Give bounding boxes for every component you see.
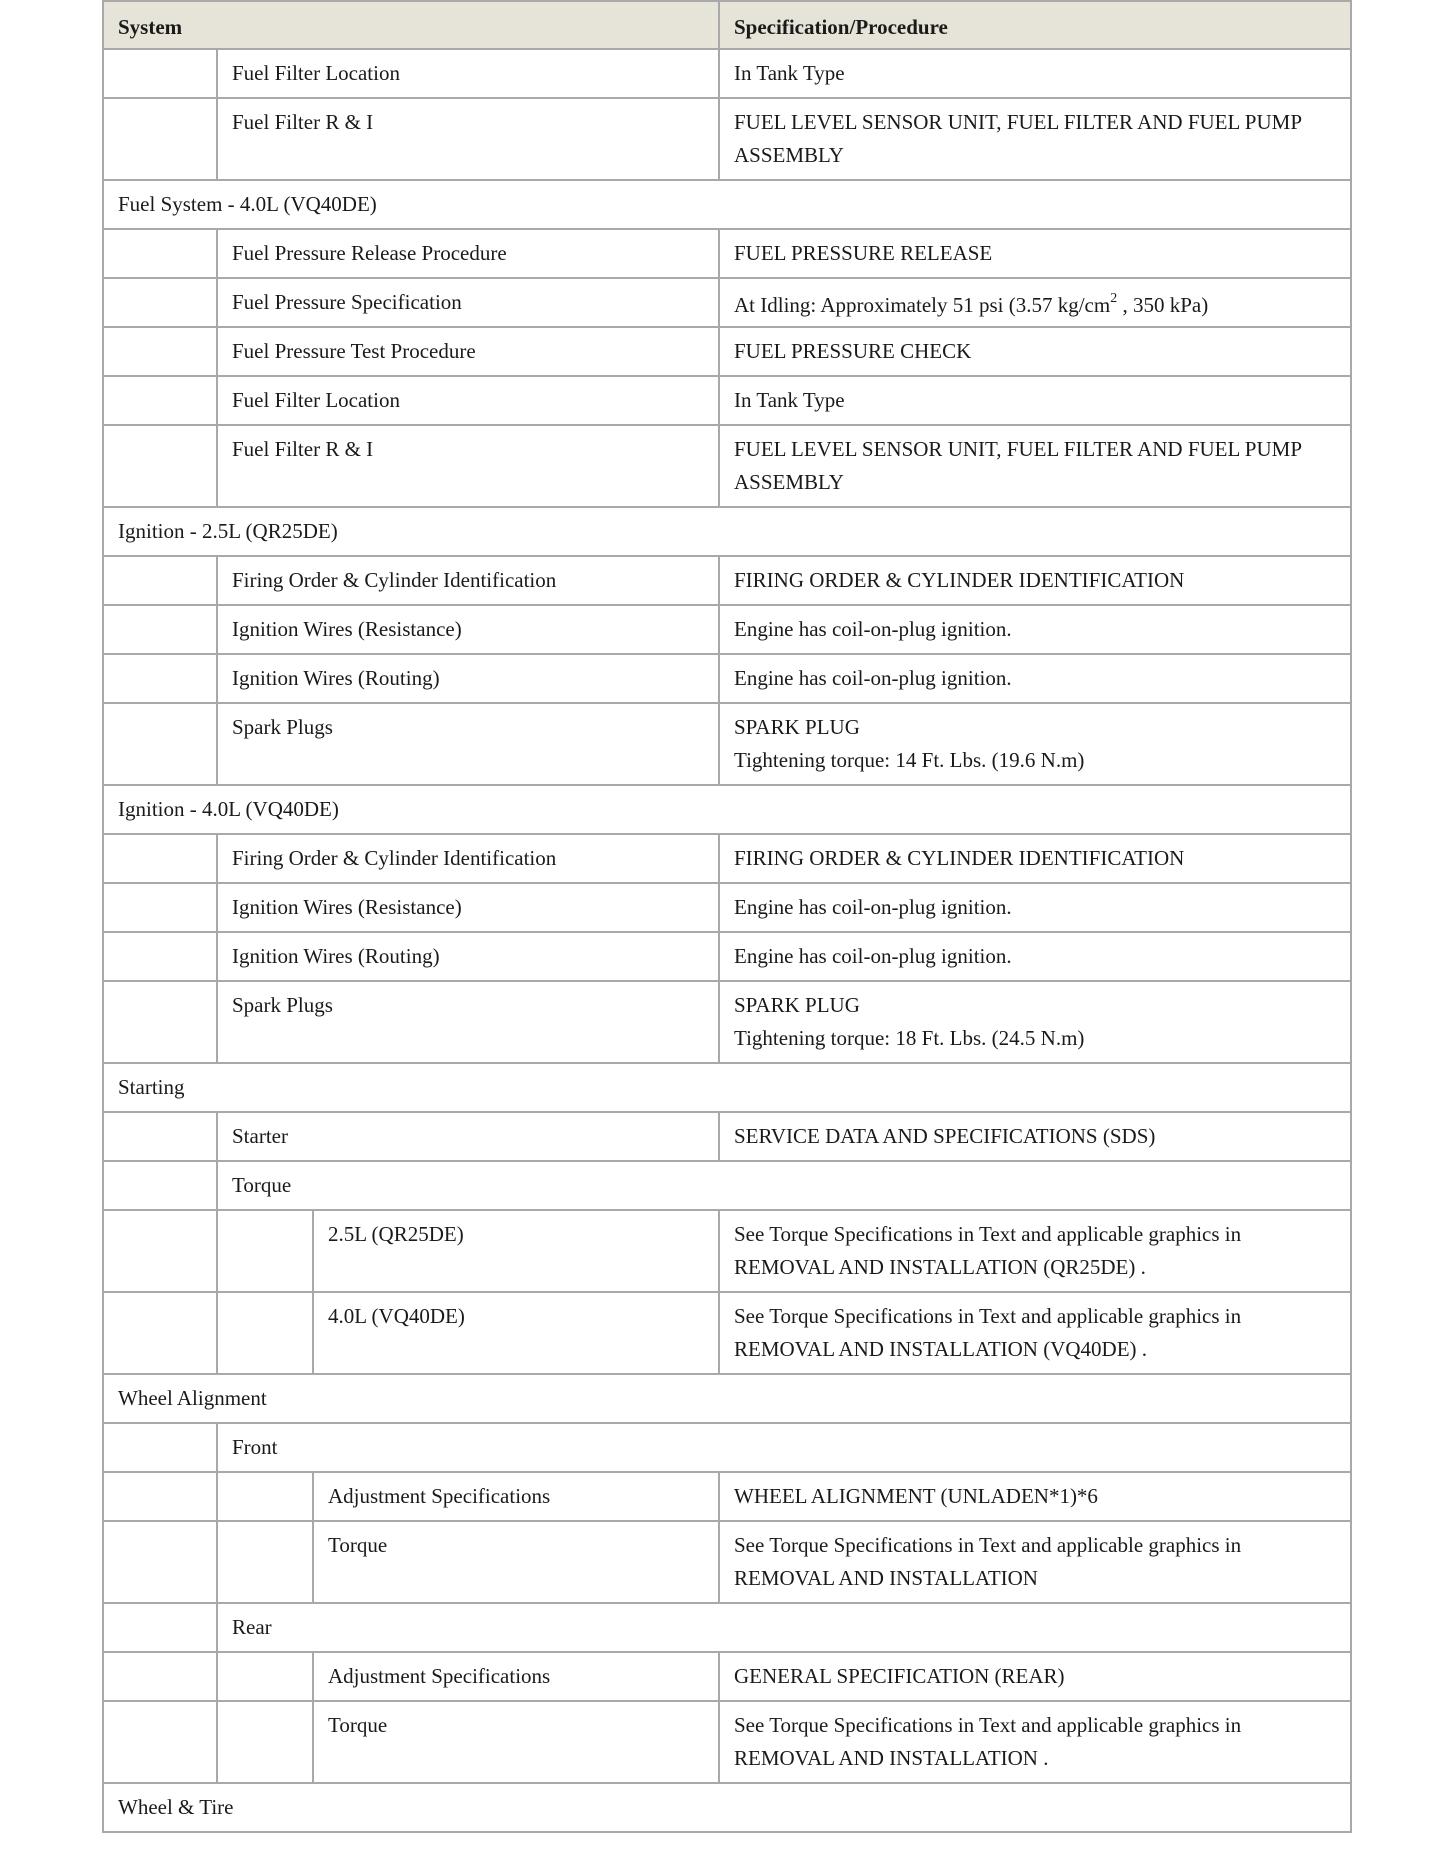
indent-cell xyxy=(103,556,217,605)
table-row xyxy=(103,1701,1351,1783)
table-row xyxy=(103,703,1351,785)
table-row xyxy=(103,49,1351,98)
table-row xyxy=(103,1292,1351,1374)
table-row xyxy=(103,981,1351,1063)
value-line: See Torque Specifications in Text and applicable graphics in xyxy=(734,1713,1242,1737)
indent-cell xyxy=(103,1210,217,1292)
section-label: Wheel Alignment xyxy=(103,1374,1351,1423)
value-line: In Tank Type xyxy=(734,61,845,85)
specification-value xyxy=(719,1701,1351,1783)
indent-cell xyxy=(103,376,217,425)
value-line: FUEL LEVEL SENSOR UNIT, FUEL FILTER AND FUEL PUMP xyxy=(734,110,1302,134)
specification-value xyxy=(719,556,1351,605)
specification-value xyxy=(719,98,1351,180)
value-line: Engine has coil-on-plug ignition. xyxy=(734,617,1012,641)
indent-cell xyxy=(103,1701,217,1783)
value-text: , 350 kPa) xyxy=(1117,293,1209,317)
system-label: Adjustment Specifications xyxy=(313,1472,719,1521)
table-row xyxy=(103,654,1351,703)
section-row xyxy=(103,1063,1351,1112)
section-row xyxy=(103,1423,1351,1472)
indent-cell xyxy=(103,98,217,180)
value-line: FUEL LEVEL SENSOR UNIT, FUEL FILTER AND FUEL PUMP xyxy=(734,437,1302,461)
indent-cell xyxy=(103,1292,217,1374)
section-row xyxy=(103,1161,1351,1210)
value-line: ASSEMBLY xyxy=(734,470,844,494)
section-row xyxy=(103,507,1351,556)
value-line: ASSEMBLY xyxy=(734,143,844,167)
table-row xyxy=(103,834,1351,883)
specification-value xyxy=(719,327,1351,376)
indent-cell xyxy=(103,1652,217,1701)
indent-cell xyxy=(217,1210,313,1292)
value-line: SERVICE DATA AND SPECIFICATIONS (SDS) xyxy=(734,1124,1156,1148)
table-row xyxy=(103,327,1351,376)
value-line: In Tank Type xyxy=(734,388,845,412)
specification-value xyxy=(719,834,1351,883)
specification-value xyxy=(719,1112,1351,1161)
specification-value xyxy=(719,981,1351,1063)
specification-value xyxy=(719,1472,1351,1521)
system-label: Firing Order & Cylinder Identification xyxy=(217,556,719,605)
system-label: Adjustment Specifications xyxy=(313,1652,719,1701)
indent-cell xyxy=(103,703,217,785)
system-label: Torque xyxy=(313,1701,719,1783)
indent-cell xyxy=(217,1701,313,1783)
indent-cell xyxy=(103,883,217,932)
specification-value xyxy=(719,1652,1351,1701)
section-label: Torque xyxy=(217,1161,1351,1210)
indent-cell xyxy=(103,932,217,981)
system-label: Torque xyxy=(313,1521,719,1603)
section-row xyxy=(103,1603,1351,1652)
section-label: Rear xyxy=(217,1603,1351,1652)
specification-column-header: Specification/Procedure xyxy=(719,1,1351,49)
value-text: At Idling: Approximately 51 psi (3.57 kg/cm xyxy=(734,293,1111,317)
table-row xyxy=(103,278,1351,327)
table-row xyxy=(103,425,1351,507)
section-row xyxy=(103,785,1351,834)
table-row xyxy=(103,932,1351,981)
value-line: See Torque Specifications in Text and applicable graphics in xyxy=(734,1304,1242,1328)
system-label: Fuel Pressure Specification xyxy=(217,278,719,327)
value-line: REMOVAL AND INSTALLATION (VQ40DE) . xyxy=(734,1337,1148,1361)
value-line: GENERAL SPECIFICATION (REAR) xyxy=(734,1664,1065,1688)
specification-value xyxy=(719,376,1351,425)
indent-cell xyxy=(103,327,217,376)
specification-table xyxy=(102,0,1352,1833)
table-row xyxy=(103,556,1351,605)
specification-value xyxy=(719,883,1351,932)
specification-value xyxy=(719,605,1351,654)
system-label: Ignition Wires (Resistance) xyxy=(217,605,719,654)
specification-value xyxy=(719,49,1351,98)
specification-value xyxy=(719,703,1351,785)
indent-cell xyxy=(103,981,217,1063)
table-row xyxy=(103,376,1351,425)
table-row xyxy=(103,98,1351,180)
specification-value xyxy=(719,229,1351,278)
specification-value xyxy=(719,1210,1351,1292)
indent-cell xyxy=(217,1652,313,1701)
indent-cell xyxy=(103,425,217,507)
indent-cell xyxy=(217,1292,313,1374)
section-row xyxy=(103,180,1351,229)
section-label: Ignition - 2.5L (QR25DE) xyxy=(103,507,1351,556)
value-line: WHEEL ALIGNMENT (UNLADEN*1)*6 xyxy=(734,1484,1098,1508)
superscript-text: 2 xyxy=(1110,291,1118,306)
table-header-row xyxy=(103,1,1351,49)
indent-cell xyxy=(103,229,217,278)
table-row xyxy=(103,605,1351,654)
table-row xyxy=(103,1521,1351,1603)
table-row xyxy=(103,1112,1351,1161)
indent-cell xyxy=(103,834,217,883)
value-line: REMOVAL AND INSTALLATION xyxy=(734,1566,1038,1590)
section-label: Starting xyxy=(103,1063,1351,1112)
section-row xyxy=(103,1783,1351,1832)
table-row xyxy=(103,1652,1351,1701)
value-line: REMOVAL AND INSTALLATION (QR25DE) . xyxy=(734,1255,1146,1279)
indent-cell xyxy=(217,1472,313,1521)
table-body xyxy=(103,49,1351,1832)
value-line: Engine has coil-on-plug ignition. xyxy=(734,944,1012,968)
system-label: 4.0L (VQ40DE) xyxy=(313,1292,719,1374)
indent-cell xyxy=(217,1521,313,1603)
section-label: Front xyxy=(217,1423,1351,1472)
indent-cell xyxy=(103,1161,217,1210)
specification-value xyxy=(719,425,1351,507)
section-label: Wheel & Tire xyxy=(103,1783,1351,1832)
indent-cell xyxy=(103,49,217,98)
value-line: See Torque Specifications in Text and applicable graphics in xyxy=(734,1533,1242,1557)
system-label: Fuel Filter R & I xyxy=(217,98,719,180)
indent-cell xyxy=(103,1521,217,1603)
value-line: Tightening torque: 14 Ft. Lbs. (19.6 N.m) xyxy=(734,748,1085,772)
section-label: Fuel System - 4.0L (VQ40DE) xyxy=(103,180,1351,229)
specification-value xyxy=(719,278,1351,327)
value-line: FIRING ORDER & CYLINDER IDENTIFICATION xyxy=(734,846,1185,870)
system-label: Ignition Wires (Routing) xyxy=(217,654,719,703)
system-column-header: System xyxy=(103,1,719,49)
value-line: FUEL PRESSURE RELEASE xyxy=(734,241,993,265)
indent-cell xyxy=(103,1423,217,1472)
specification-value xyxy=(719,1521,1351,1603)
value-line: SPARK PLUG xyxy=(734,715,860,739)
indent-cell xyxy=(103,1603,217,1652)
indent-cell xyxy=(103,654,217,703)
table-row xyxy=(103,1472,1351,1521)
system-label: 2.5L (QR25DE) xyxy=(313,1210,719,1292)
indent-cell xyxy=(103,605,217,654)
table-row xyxy=(103,883,1351,932)
indent-cell xyxy=(103,1112,217,1161)
system-label: Firing Order & Cylinder Identification xyxy=(217,834,719,883)
system-label: Spark Plugs xyxy=(217,703,719,785)
system-label: Spark Plugs xyxy=(217,981,719,1063)
table-row xyxy=(103,229,1351,278)
indent-cell xyxy=(103,278,217,327)
indent-cell xyxy=(103,1472,217,1521)
value-line: FUEL PRESSURE CHECK xyxy=(734,339,972,363)
system-label: Fuel Pressure Test Procedure xyxy=(217,327,719,376)
specification-value xyxy=(719,1292,1351,1374)
system-label: Ignition Wires (Routing) xyxy=(217,932,719,981)
section-row xyxy=(103,1374,1351,1423)
value-line: Tightening torque: 18 Ft. Lbs. (24.5 N.m) xyxy=(734,1026,1085,1050)
system-label: Starter xyxy=(217,1112,719,1161)
value-line: REMOVAL AND INSTALLATION . xyxy=(734,1746,1049,1770)
value-line: FIRING ORDER & CYLINDER IDENTIFICATION xyxy=(734,568,1185,592)
section-label: Ignition - 4.0L (VQ40DE) xyxy=(103,785,1351,834)
value-line: See Torque Specifications in Text and applicable graphics in xyxy=(734,1222,1242,1246)
table-row xyxy=(103,1210,1351,1292)
system-label: Ignition Wires (Resistance) xyxy=(217,883,719,932)
value-line: SPARK PLUG xyxy=(734,993,860,1017)
specification-value xyxy=(719,654,1351,703)
value-line: Engine has coil-on-plug ignition. xyxy=(734,895,1012,919)
system-label: Fuel Filter R & I xyxy=(217,425,719,507)
system-label: Fuel Filter Location xyxy=(217,376,719,425)
specification-value xyxy=(719,932,1351,981)
value-line: Engine has coil-on-plug ignition. xyxy=(734,666,1012,690)
system-label: Fuel Pressure Release Procedure xyxy=(217,229,719,278)
system-label: Fuel Filter Location xyxy=(217,49,719,98)
